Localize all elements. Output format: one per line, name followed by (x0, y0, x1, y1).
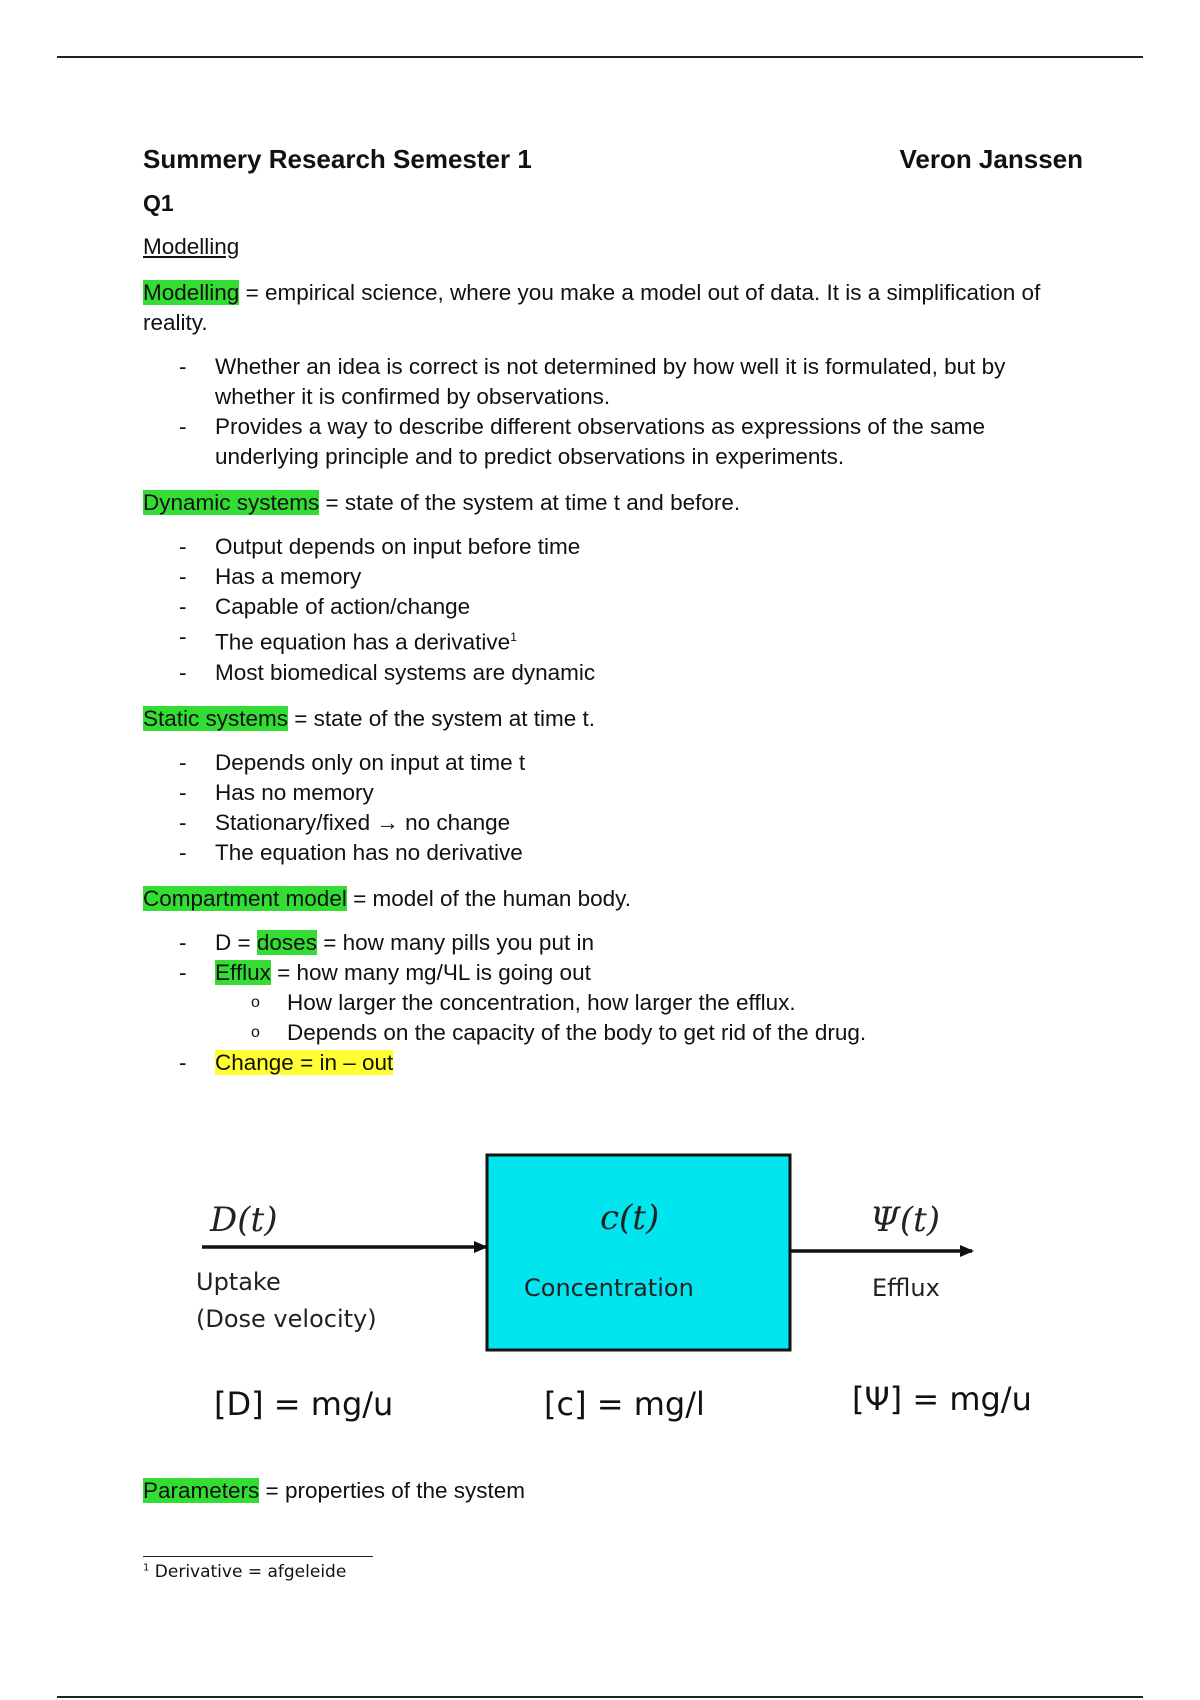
unit-c: [c] = mg/l (544, 1385, 705, 1423)
bottom-rule (57, 1696, 1143, 1698)
efflux-term: Efflux (215, 959, 271, 985)
parameters-term: Parameters (143, 1478, 260, 1503)
document-body (143, 142, 1083, 1078)
doses-term: doses (256, 929, 317, 955)
unit-d: [D] = mg/u (214, 1385, 394, 1423)
list-item: - Has no memory (215, 778, 1063, 808)
top-rule (57, 56, 1143, 58)
uptake-label: Uptake (196, 1268, 281, 1296)
list-item: - Capable of action/change (215, 592, 1063, 622)
static-term: Static systems (143, 705, 289, 731)
footnote-text: Derivative = afgeleide (149, 1562, 347, 1582)
document-author: Veron Janssen (899, 144, 1083, 174)
modelling-list (143, 352, 1063, 472)
compartment-definition: Compartment model = model of the human body. (143, 885, 631, 911)
efflux-label: Efflux (872, 1274, 940, 1302)
list-item: - The equation has no derivative (215, 838, 1063, 868)
efflux-symbol: Ψ(t) (870, 1200, 941, 1240)
unit-psi: [Ψ] = mg/u (852, 1380, 1032, 1418)
list-item: - The equation has a derivative$^1$ (215, 622, 1063, 658)
list-item: - Most biomedical systems are dynamic (215, 658, 1063, 688)
modelling-term: Modelling (143, 280, 240, 305)
concentration-symbol: c(t) (600, 1198, 660, 1238)
static-list (143, 748, 1063, 868)
modelling-definition: Modelling = empirical science, where you make a model out of data. It is a simplification of reality. (143, 280, 1041, 335)
list-item: - Output depends on input before time (215, 532, 1063, 562)
compartment-diagram (180, 1150, 1080, 1430)
dose-velocity-label: (Dose velocity) (196, 1305, 377, 1333)
list-item: - D = doses = how many pills you put in (215, 928, 1063, 958)
list-item: - Provides a way to describe different observations as expressions of the same underlying principle and to predict observations in experiments. (215, 412, 1063, 472)
dynamic-term: Dynamic systems (143, 490, 320, 515)
compartment-box (487, 1155, 790, 1350)
list-item: - Stationary/fixed → no change (215, 808, 1063, 838)
change-equation: Change = in – out (215, 1049, 394, 1075)
section-number: Q1 (143, 190, 174, 216)
footnote-ref[interactable]: 1 (510, 630, 517, 644)
section-title: Modelling (143, 234, 240, 259)
list-item: - Efflux = how many mg/ЧL is going out o How larger the concentration, how larger the efflux. o Depends on the capacity of the body to get rid of the drug. (215, 958, 1063, 1048)
static-definition: Static systems = state of the system at time t. (143, 705, 596, 731)
sub-list-item: o Depends on the capacity of the body to get rid of the drug. (287, 1018, 1063, 1048)
dynamic-list (143, 532, 1063, 688)
compartment-list (143, 928, 1063, 1078)
input-symbol: D(t) (210, 1200, 278, 1240)
concentration-label: Concentration (524, 1274, 694, 1302)
footnote (143, 1562, 346, 1582)
sub-list-item: o How larger the concentration, how larger the efflux. (287, 988, 1063, 1018)
document-title: Summery Research Semester 1 (143, 144, 532, 174)
footnote-number: 1 (143, 1562, 150, 1574)
parameters-definition: Parameters = properties of the system (143, 1478, 526, 1503)
list-item: - Depends only on input at time t (215, 748, 1063, 778)
efflux-sublist (215, 988, 1063, 1048)
list-item: - Whether an idea is correct is not determined by how well it is formulated, but by whether it is confirmed by observations. (215, 352, 1063, 412)
list-item (215, 1048, 1063, 1078)
list-item: - Has a memory (215, 562, 1063, 592)
document-header (143, 142, 1083, 176)
dynamic-definition: Dynamic systems = state of the system at time t and before. (143, 490, 741, 515)
compartment-term: Compartment model (143, 885, 347, 911)
footnote-separator (143, 1556, 373, 1557)
